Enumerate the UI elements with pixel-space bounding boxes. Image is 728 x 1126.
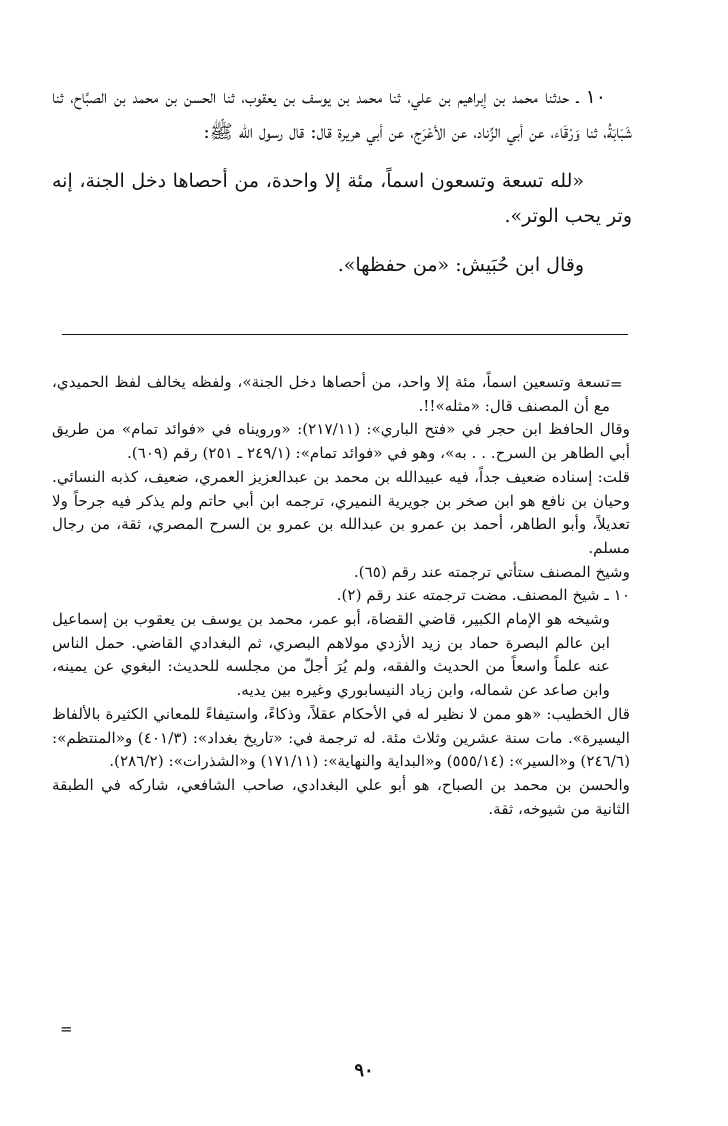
footnote-divider — [62, 334, 628, 335]
footnote-line: وشيخ المصنف ستأتي ترجمته عند رقم (٦٥). — [353, 562, 630, 581]
footnotes-block — [52, 371, 630, 821]
footnote-10-body: وشيخه هو الإمام الكبير، قاضي القضاة، أبو عمر، محمد بن يوسف بن يعقوب بن إسماعيل ابن عالم البصرة حماد بن زيد الأزدي مولاهم البصري، ثم البغدادي القاضي. حمل الناس عنه علماً واسعاً من الحديث والفقه، ولم يُرَ أجلّ من مجلسه للحديث: البغوي عن يمينه، وابن صاعد عن شماله، وابن زياد النيسابوري وغيره بين يديه. — [52, 610, 610, 700]
footnote-10-heading: ١٠ ـ شيخ المصنف. مضت ترجمته عند رقم (٢). — [336, 586, 630, 605]
footnote-10-body: قال الخطيب: «هو ممن لا نظير له في الأحكام عقلاً، وذكاءً، واستيفاءً للمعاني الكثيرة بالألفاظ اليسيرة». مات سنة عشرين وثلاث مئة. له ترجمة في: «تاريخ بغداد»: (٤٠١/٣) و«المنتظم»: (٢٤٦/٦) و«السير»: (٥٥٥/١٤) و«البداية والنهاية»: (١٧١/١١) و«الشذرات»: (٢٨٦/٢). — [52, 704, 630, 771]
continuation-mark-top: = — [610, 375, 623, 393]
hadith-isnad: ١٠ ـ حدثنا محمد بن إبراهيم بن علي، ثنا محمد بن يوسف بن يعقوب، ثنا الحسن بن محمد بن الصبَّاح، ثنا شَبَابَةُ، ثنا وَرْقَاء، عن أبي الزِّناد، عن الأعْرَج، عن أبي هريرة قال: قال رسول الله ﷺ: — [52, 86, 632, 143]
footnote-line: قلت: إسناده ضعيف جداً، فيه عبيدالله بن محمد بن عبدالعزيز العمري، ضعيف، كذبه النسائي. وحيان بن نافع هو ابن صخر بن جويرية النميري، ترجمه ابن أبي حاتم ولم يذكر فيه جرحاً ولا تعديلاً، وأبو الطاهر، أحمد بن عمرو بن عبدالله بن عمرو بن السرح المصري، ثقة، من رجال مسلم. — [52, 467, 630, 557]
hadith-text-block — [52, 80, 632, 283]
footnote-line: وقال الحافظ ابن حجر في «فتح الباري»: (٢١٧/١١): «ورويناه في «فوائد تمام» من طريق أبي الطاهر بن السرح. . . به»، وهو في «فوائد تمام»: (٢٤٩/١ ـ ٢٥١) رقم (٦٠٩). — [52, 420, 630, 463]
footnote-10-body: والحسن بن محمد بن الصباح، هو أبو علي البغدادي، صاحب الشافعي، شاركه في الطبقة الثانية من شيوخه، ثقة. — [52, 775, 630, 818]
hadith-matn: «لله تسعة وتسعون اسماً، مئة إلا واحدة، من أحصاها دخل الجنة، إنه وتر يحب الوتر». — [52, 170, 632, 227]
hadith-addendum: وقال ابن حُبَيش: «من حفظها». — [337, 254, 584, 276]
footnote-line: تسعة وتسعين اسماً، مئة إلا واحد، من أحصاها دخل الجنة»، ولفظه يخالف لفظ الحميدي، مع أن المصنف قال: «مثله»!!. — [52, 373, 610, 415]
continuation-mark-bottom: = — [60, 1020, 73, 1038]
page-number: ٩٠ — [354, 1060, 374, 1081]
